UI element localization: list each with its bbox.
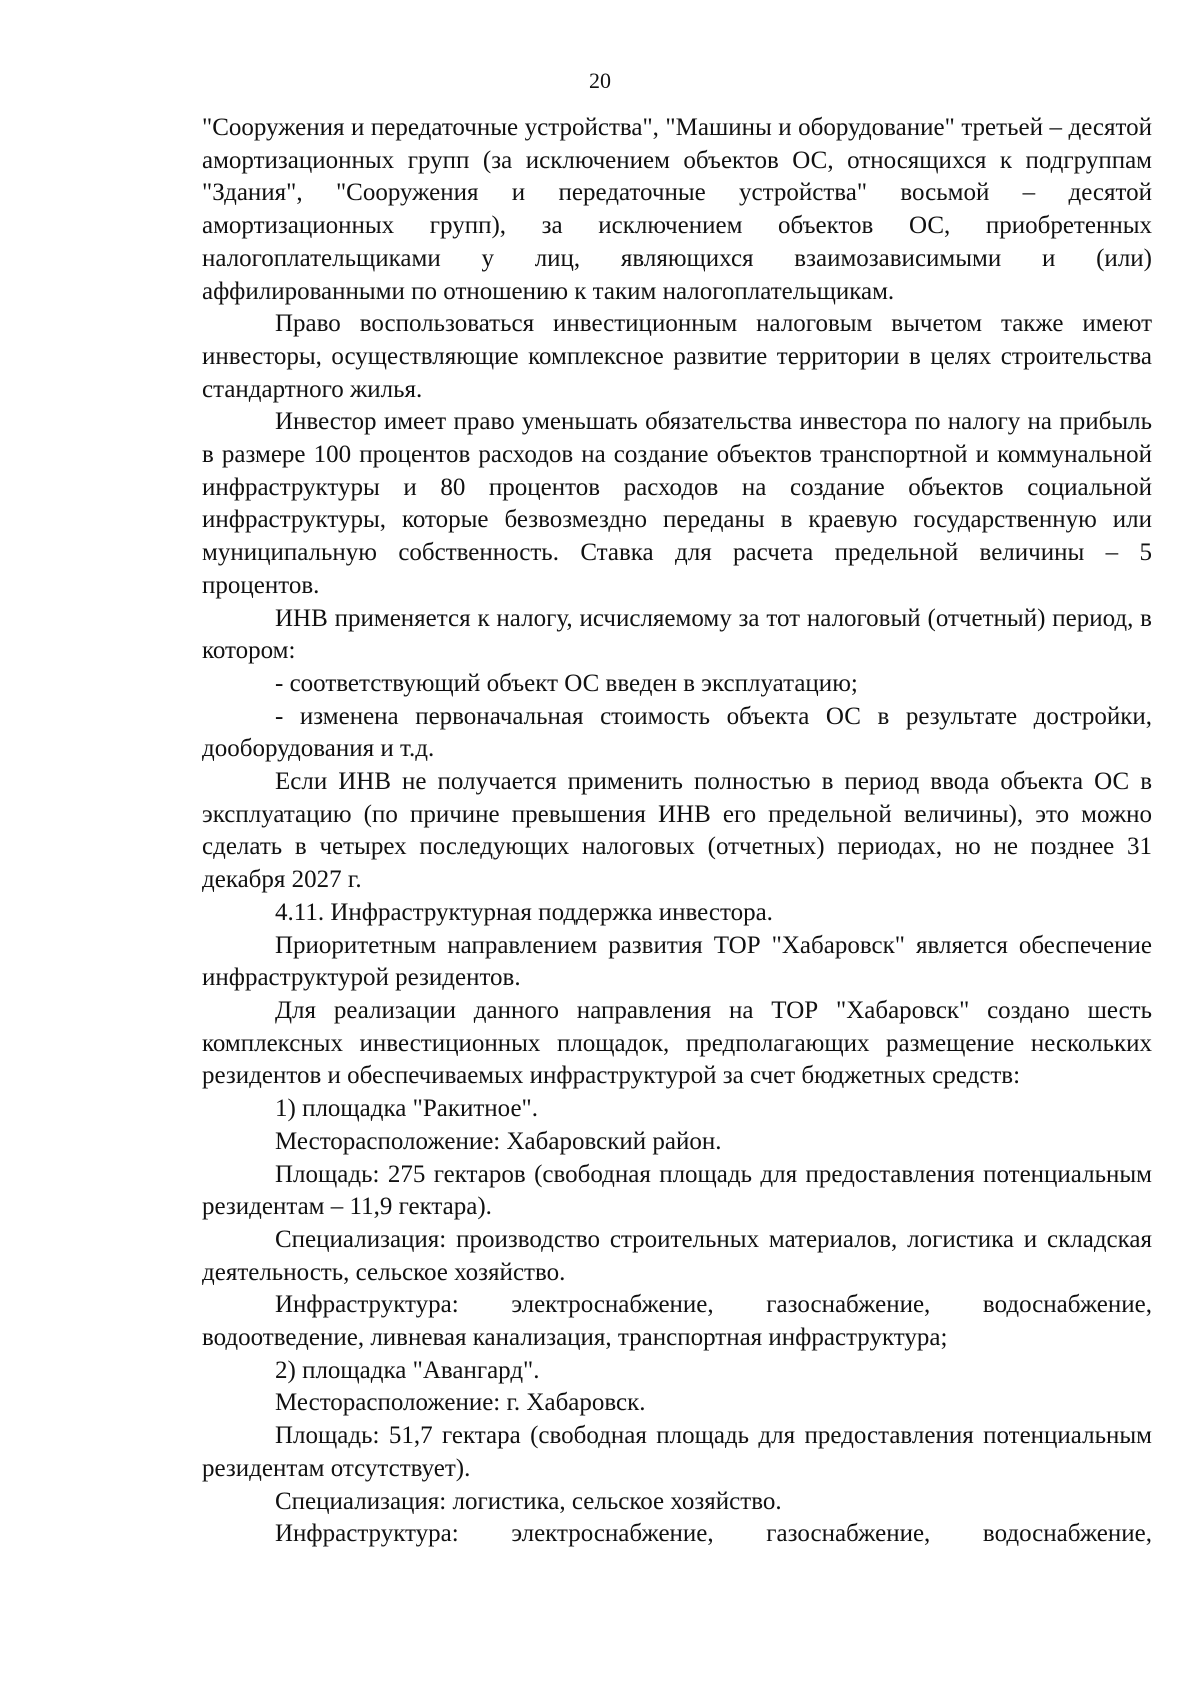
paragraph: Специализация: производство строительных материалов, логистика и складская деятельность, сельское хозяйство. xyxy=(202,1225,1152,1286)
paragraph: 1) площадка "Ракитное". xyxy=(275,1095,539,1123)
paragraph: Площадь: 51,7 гектара (свободная площадь для предоставления потенциальным резидентам отсутствует). xyxy=(202,1422,1152,1482)
document-body xyxy=(202,112,1152,1551)
paragraph: - изменена первоначальная стоимость объекта ОС в результате достройки, дооборудования и т.д. xyxy=(202,702,1152,763)
paragraph: Месторасположение: Хабаровский район. xyxy=(275,1127,722,1155)
paragraph: 2) площадка "Авангард". xyxy=(275,1356,540,1384)
paragraph: Если ИНВ не получается применить полностью в период ввода объекта ОС в эксплуатацию (по причине превышения ИНВ его предельной величины), это можно сделать в четырех последующих налоговых (отчетных) периодах, но не позднее 31 декабря 2027 г. xyxy=(202,768,1152,894)
paragraph: 4.11. Инфраструктурная поддержка инвестора. xyxy=(275,898,773,926)
paragraph: Инфраструктура: электроснабжение, газоснабжение, водоснабжение, водоотведение, ливневая канализация, транспортная инфраструктура; xyxy=(202,1291,1152,1352)
paragraph: "Сооружения и передаточные устройства", "Машины и оборудование" третьей – десятой амортизационных групп (за исключением объектов ОС, относящихся к подгруппам "Здания", "Сооружения и передаточные устройства" восьмой – десятой амортизационных групп), за исключением объектов ОС, приобретенных налогоплательщиками у лиц, являющихся взаимозависимыми и (или) аффилированными по отношению к таким налогоплательщикам. xyxy=(202,114,1152,305)
paragraph: Инфраструктура: электроснабжение, газоснабжение, водоснабжение, xyxy=(275,1520,1152,1548)
paragraph: Месторасположение: г. Хабаровск. xyxy=(275,1389,646,1417)
paragraph: Право воспользоваться инвестиционным налоговым вычетом также имеют инвесторы, осуществляющие комплексное развитие территории в целях строительства стандартного жилья. xyxy=(202,310,1152,403)
page-number: 20 xyxy=(589,68,611,93)
paragraph: Инвестор имеет право уменьшать обязательства инвестора по налогу на прибыль в размере 100 процентов расходов на создание объектов транспортной и коммунальной инфраструктуры и 80 процентов расходов на создание объектов социальной инфраструктуры, которые безвозмездно переданы в краевую государственную или муниципальную собственность. Ставка для расчета предельной величины – 5 процентов. xyxy=(202,408,1152,599)
paragraph: Приоритетным направлением развития ТОР "Хабаровск" является обеспечение инфраструктурой резидентов. xyxy=(202,931,1152,992)
paragraph: Специализация: логистика, сельское хозяйство. xyxy=(275,1487,782,1515)
paragraph: - соответствующий объект ОС введен в эксплуатацию; xyxy=(275,669,858,697)
paragraph: ИНВ применяется к налогу, исчисляемому за тот налоговый (отчетный) период, в котором: xyxy=(202,604,1152,665)
paragraph: Для реализации данного направления на ТОР "Хабаровск" создано шесть комплексных инвестиционных площадок, предполагающих размещение нескольких резидентов и обеспечиваемых инфраструктурой за счет бюджетных средств: xyxy=(202,996,1152,1090)
paragraph: Площадь: 275 гектаров (свободная площадь для предоставления потенциальным резидентам – 11,9 гектара). xyxy=(202,1160,1152,1221)
